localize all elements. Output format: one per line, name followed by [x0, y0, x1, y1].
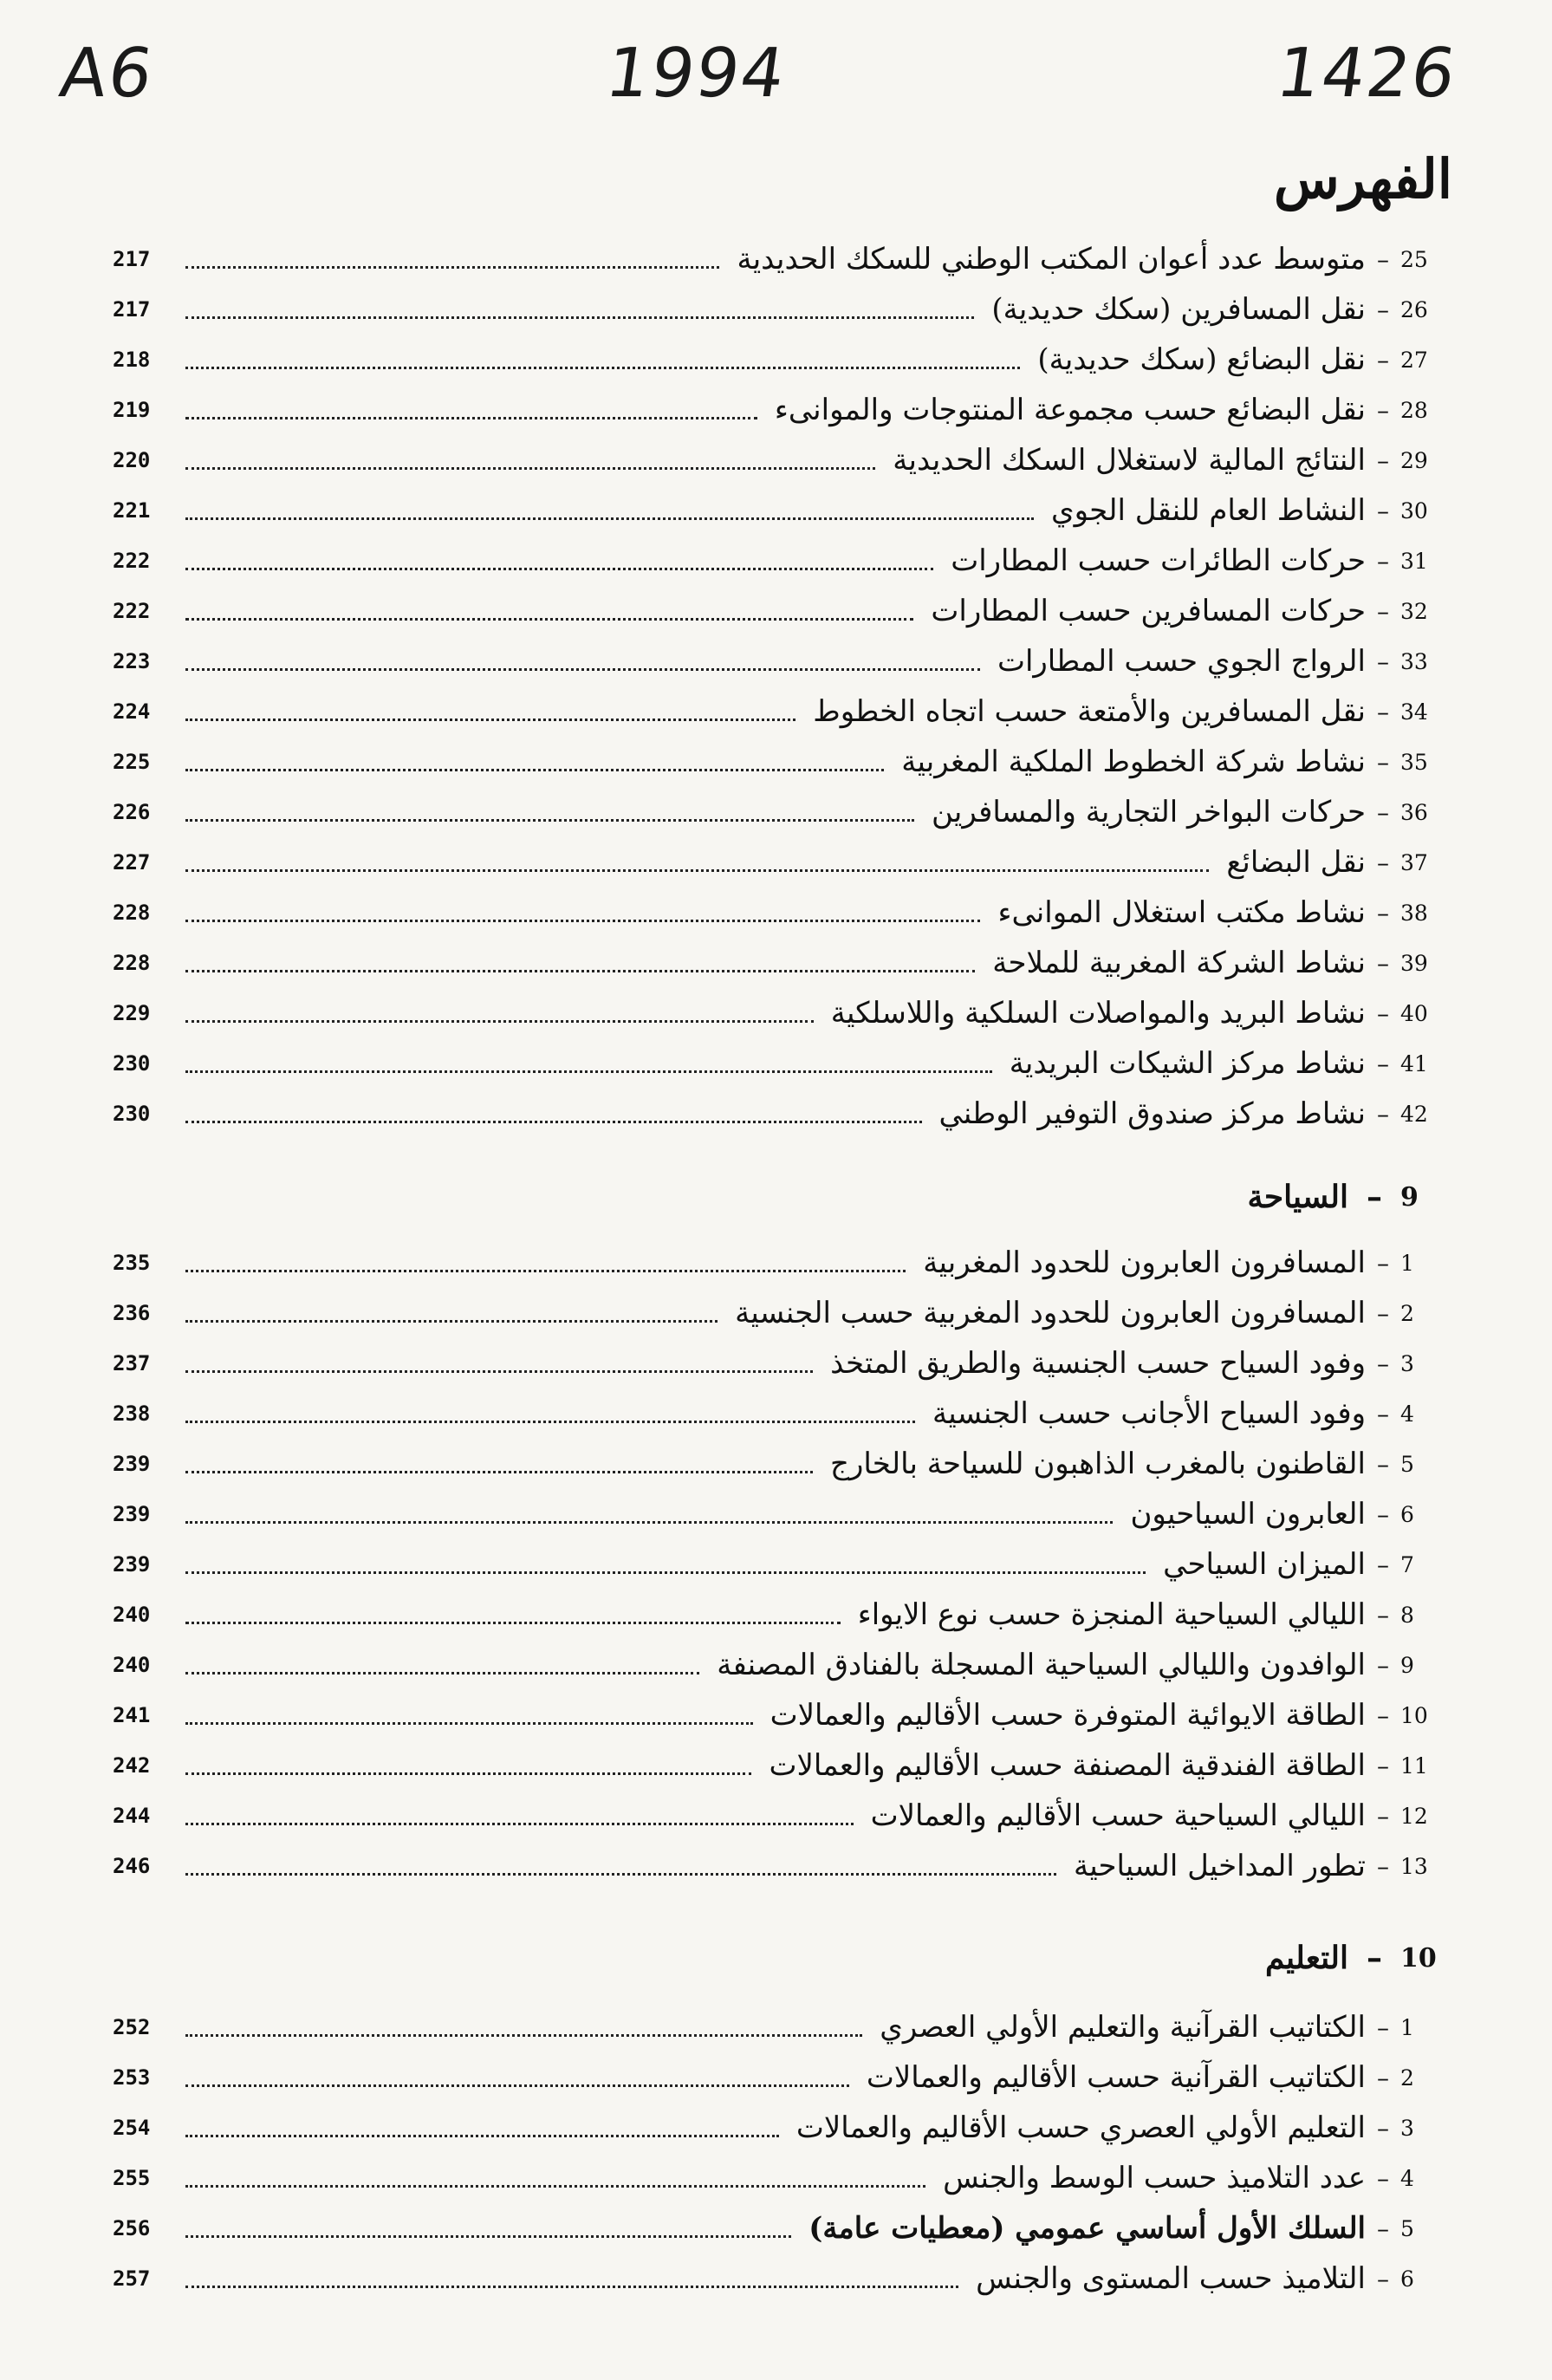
entry-page-number: 226 [113, 800, 151, 824]
entry-number: 6 [1400, 1501, 1414, 1527]
entry-dash: – [1377, 2264, 1389, 2293]
entry-number: 31 [1400, 548, 1428, 574]
entry-dash: – [1377, 1049, 1389, 1078]
entry-title: نشاط مركز صندوق التوفير الوطني [938, 1096, 1366, 1131]
toc-entry [113, 938, 1452, 988]
toc-entry [113, 1690, 1452, 1740]
entry-number: 4 [1400, 1401, 1414, 1427]
entry-number: 2 [1400, 2065, 1414, 2091]
entry-page-number: 239 [113, 1452, 151, 1476]
entry-number: 7 [1400, 1551, 1414, 1577]
entry-title: النتائج المالية لاستغلال السكك الحديدية [893, 443, 1366, 478]
toc-entry [113, 1489, 1452, 1539]
entry-page-number: 252 [113, 2015, 151, 2039]
section-dash: – [1367, 1179, 1382, 1215]
entry-title: الطاقة الفندقية المصنفة حسب الأقاليم والعمالات [769, 1748, 1366, 1783]
entry-title: عدد التلاميذ حسب الوسط والجنس [943, 2161, 1366, 2195]
entry-title: وفود السياح الأجانب حسب الجنسية [932, 1396, 1366, 1431]
entry-page-number: 228 [113, 901, 151, 925]
handwritten-note-right: 1426 [1272, 35, 1463, 113]
dot-leader [185, 1070, 992, 1073]
entry-page-number: 244 [113, 1804, 151, 1828]
entry-number: 42 [1400, 1101, 1428, 1127]
dot-leader [185, 1722, 753, 1725]
dot-leader [185, 920, 980, 922]
entry-title: نشاط شركة الخطوط الملكية المغربية [901, 745, 1366, 779]
dot-leader [185, 2185, 925, 2188]
entry-number: 41 [1400, 1050, 1428, 1076]
entry-title: التعليم الأولي العصري حسب الأقاليم والعمالات [795, 2110, 1366, 2145]
toc-entry [113, 1539, 1452, 1590]
entry-page-number: 238 [113, 1401, 151, 1426]
dot-leader [185, 1121, 922, 1123]
entry-page-number: 230 [113, 1051, 151, 1076]
entry-dash: – [1377, 697, 1389, 726]
entry-title: الطاقة الايوائية المتوفرة حسب الأقاليم والعمالات [770, 1698, 1366, 1733]
toc-entry [113, 1089, 1452, 1139]
dot-leader [185, 1370, 813, 1373]
toc-entry [113, 385, 1452, 435]
dot-leader [185, 2135, 779, 2137]
handwritten-note-left: A6 [55, 35, 159, 113]
entry-dash: – [1377, 948, 1389, 978]
entry-dash: – [1377, 1801, 1389, 1831]
entry-page-number: 254 [113, 2116, 151, 2140]
entry-title: الكتاتيب القرآنية والتعليم الأولي العصري [880, 2010, 1366, 2045]
entry-page-number: 218 [113, 348, 151, 372]
entry-number: 36 [1400, 799, 1428, 825]
toc-group-tourism [113, 1238, 1452, 1891]
entry-dash: – [1377, 848, 1389, 877]
dot-leader [185, 819, 914, 822]
toc-entry [113, 1038, 1452, 1089]
dot-leader [185, 2286, 958, 2288]
entry-page-number: 229 [113, 1001, 151, 1025]
toc-entry [113, 2103, 1452, 2153]
dot-leader [185, 1571, 1146, 1574]
entry-page-number: 240 [113, 1653, 151, 1677]
entry-page-number: 227 [113, 850, 151, 875]
entry-title: الرواج الجوي حسب المطارات [997, 644, 1366, 679]
toc-entry [113, 1439, 1452, 1489]
entry-title: وفود السياح حسب الجنسية والطريق المتخذ [830, 1346, 1366, 1381]
entry-title: نقل البضائع [1226, 845, 1366, 880]
dot-leader [185, 1873, 1056, 1876]
entry-page-number: 240 [113, 1603, 151, 1627]
entry-number: 12 [1400, 1803, 1428, 1829]
entry-page-number: 224 [113, 699, 151, 724]
entry-page-number: 242 [113, 1753, 151, 1778]
entry-page-number: 217 [113, 297, 151, 322]
entry-number: 29 [1400, 447, 1428, 473]
entry-page-number: 241 [113, 1703, 151, 1727]
entry-number: 32 [1400, 598, 1428, 624]
toc-entry [113, 1338, 1452, 1388]
entry-number: 2 [1400, 1300, 1414, 1326]
toc-entry [113, 686, 1452, 737]
entry-dash: – [1377, 1751, 1389, 1780]
entry-number: 38 [1400, 900, 1428, 926]
entry-dash: – [1377, 295, 1389, 324]
entry-title: نقل المسافرين (سكك حديدية) [991, 292, 1366, 327]
entry-dash: – [1377, 496, 1389, 525]
dot-leader [185, 367, 1020, 369]
entry-title: حركات المسافرين حسب المطارات [931, 594, 1366, 628]
dot-leader [185, 1521, 1113, 1524]
entry-dash: – [1377, 2113, 1389, 2143]
entry-page-number: 236 [113, 1301, 151, 1325]
toc-entry [113, 636, 1452, 686]
entry-dash: – [1377, 1851, 1389, 1881]
entry-page-number: 220 [113, 448, 151, 472]
entry-page-number: 221 [113, 498, 151, 523]
entry-dash: – [1377, 1449, 1389, 1479]
entry-number: 27 [1400, 347, 1428, 373]
toc-entry [113, 234, 1452, 284]
entry-dash: – [1377, 747, 1389, 777]
entry-dash: – [1377, 445, 1389, 475]
entry-number: 3 [1400, 2115, 1414, 2141]
entry-page-number: 246 [113, 1854, 151, 1878]
entry-dash: – [1377, 2013, 1389, 2042]
entry-number: 28 [1400, 397, 1428, 423]
entry-page-number: 219 [113, 398, 151, 422]
dot-leader [185, 417, 757, 419]
entry-dash: – [1377, 345, 1389, 374]
entry-number: 10 [1400, 1702, 1428, 1728]
dot-leader [185, 1672, 699, 1674]
entry-title: حركات البواخر التجارية والمسافرين [931, 795, 1366, 829]
toc-entry [113, 1288, 1452, 1338]
entry-dash: – [1377, 2214, 1389, 2243]
entry-title: حركات الطائرات حسب المطارات [951, 543, 1366, 578]
entry-title: الميزان السياحي [1163, 1547, 1366, 1582]
entry-page-number: 256 [113, 2216, 151, 2240]
dot-leader [185, 517, 1034, 520]
entry-dash: – [1377, 1298, 1389, 1328]
entry-title: السلك الأول أساسي عمومي (معطيات عامة) [808, 2211, 1366, 2246]
dot-leader [185, 2084, 849, 2087]
entry-title: نشاط مركز الشيكات البريدية [1009, 1046, 1366, 1081]
section-heading-tourism [1248, 1179, 1452, 1215]
section-title: التعليم [1265, 1940, 1348, 1976]
dot-leader [185, 467, 875, 470]
entry-number: 11 [1400, 1752, 1428, 1778]
dot-leader [185, 769, 884, 771]
entry-number: 5 [1400, 1451, 1414, 1477]
entry-page-number: 255 [113, 2166, 151, 2190]
section-heading-education [1265, 1940, 1452, 1976]
dot-leader [185, 668, 980, 671]
dot-leader [185, 1020, 814, 1023]
entry-number: 3 [1400, 1350, 1414, 1376]
toc-entry [113, 435, 1452, 485]
entry-dash: – [1377, 898, 1389, 927]
entry-number: 34 [1400, 699, 1428, 725]
entry-dash: – [1377, 2063, 1389, 2092]
entry-dash: – [1377, 1099, 1389, 1128]
entry-number: 8 [1400, 1602, 1414, 1628]
entry-page-number: 239 [113, 1552, 151, 1577]
toc-entry [113, 485, 1452, 536]
toc-group-transport [113, 234, 1452, 1139]
entry-number: 39 [1400, 950, 1428, 976]
toc-entry [113, 284, 1452, 335]
dot-leader [185, 1320, 718, 1323]
entry-page-number: 222 [113, 599, 151, 623]
entry-page-number: 237 [113, 1351, 151, 1375]
entry-dash: – [1377, 1349, 1389, 1378]
entry-number: 30 [1400, 497, 1428, 523]
dot-leader [185, 869, 1209, 872]
entry-dash: – [1377, 596, 1389, 626]
dot-leader [185, 1421, 915, 1423]
dot-leader [185, 266, 719, 269]
entry-number: 1 [1400, 2014, 1414, 2040]
dot-leader [185, 568, 933, 570]
entry-title: التلاميذ حسب المستوى والجنس [976, 2261, 1366, 2296]
entry-number: 26 [1400, 296, 1428, 322]
entry-title: نقل البضائع حسب مجموعة المنتوجات والموانىء [774, 393, 1366, 427]
dot-leader [185, 1270, 906, 1272]
toc-entry [113, 888, 1452, 938]
entry-number: 13 [1400, 1853, 1428, 1879]
entry-title: نشاط مكتب استغلال الموانىء [997, 895, 1366, 930]
entry-page-number: 217 [113, 247, 151, 271]
entry-page-number: 235 [113, 1251, 151, 1275]
dot-leader [185, 2235, 791, 2238]
entry-dash: – [1377, 998, 1389, 1028]
entry-title: الوافدون والليالي السياحية المسجلة بالفنادق المصنفة [717, 1648, 1366, 1682]
entry-dash: – [1377, 1700, 1389, 1730]
entry-number: 33 [1400, 648, 1428, 674]
entry-dash: – [1377, 546, 1389, 575]
dot-leader [185, 1471, 813, 1473]
entry-number: 6 [1400, 2266, 1414, 2292]
section-title: السياحة [1247, 1179, 1348, 1215]
entry-title: الكتاتيب القرآنية حسب الأقاليم والعمالات [866, 2060, 1366, 2095]
toc-entry [113, 2203, 1452, 2253]
dot-leader [185, 618, 913, 621]
toc-entry [113, 1740, 1452, 1791]
entry-title: نشاط الشركة المغربية للملاحة [992, 946, 1366, 980]
entry-dash: – [1377, 1499, 1389, 1529]
toc-entry [113, 1841, 1452, 1891]
entry-dash: – [1377, 395, 1389, 425]
entry-page-number: 230 [113, 1102, 151, 1126]
dot-leader [185, 1823, 854, 1825]
dot-leader [185, 316, 974, 319]
entry-dash: – [1377, 2163, 1389, 2193]
entry-dash: – [1377, 1650, 1389, 1680]
entry-number: 37 [1400, 849, 1428, 875]
toc-entry [113, 787, 1452, 837]
toc-entry [113, 2002, 1452, 2052]
dot-leader [185, 970, 975, 972]
entry-title: المسافرون العابرون للحدود المغربية [923, 1245, 1366, 1280]
entry-page-number: 225 [113, 750, 151, 774]
toc-entry [113, 2253, 1452, 2304]
entry-title: القاطنون بالمغرب الذاهبون للسياحة بالخارج [830, 1447, 1366, 1481]
toc-entry [113, 1640, 1452, 1690]
entry-title: نشاط البريد والمواصلات السلكية واللاسلكية [830, 996, 1366, 1031]
entry-title: تطور المداخيل السياحية [1074, 1849, 1366, 1883]
section-number: 10 [1400, 1942, 1437, 1974]
entry-number: 4 [1400, 2165, 1414, 2191]
entry-page-number: 222 [113, 549, 151, 573]
toc-entry [113, 1590, 1452, 1640]
entry-title: الليالي السياحية حسب الأقاليم والعمالات [870, 1798, 1366, 1833]
toc-entry [113, 2052, 1452, 2103]
entry-dash: – [1377, 647, 1389, 676]
entry-page-number: 239 [113, 1502, 151, 1526]
entry-dash: – [1377, 244, 1389, 274]
entry-page-number: 253 [113, 2065, 151, 2090]
entry-dash: – [1377, 797, 1389, 827]
entry-number: 9 [1400, 1652, 1414, 1678]
entry-title: النشاط العام للنقل الجوي [1051, 493, 1366, 528]
dot-leader [185, 1772, 751, 1775]
entry-number: 25 [1400, 246, 1428, 272]
entry-dash: – [1377, 1600, 1389, 1629]
dot-leader [185, 719, 795, 721]
entry-title: نقل المسافرين والأمتعة حسب اتجاه الخطوط [813, 694, 1366, 729]
entry-number: 5 [1400, 2215, 1414, 2241]
dot-leader [185, 1622, 841, 1624]
handwritten-note-center: 1994 [601, 35, 791, 113]
page-title: الفهرس [1274, 147, 1452, 211]
entry-dash: – [1377, 1248, 1389, 1278]
toc-group-education [113, 2002, 1452, 2304]
entry-number: 40 [1400, 1000, 1428, 1026]
section-dash: – [1367, 1940, 1382, 1976]
entry-dash: – [1377, 1550, 1389, 1579]
toc-entry [113, 2153, 1452, 2203]
entry-title: الليالي السياحية المنجزة حسب نوع الايواء [857, 1597, 1366, 1632]
toc-entry [113, 335, 1452, 385]
entry-title: نقل البضائع (سكك حديدية) [1037, 342, 1366, 377]
entry-number: 35 [1400, 749, 1428, 775]
entry-title: العابرون السياحيون [1130, 1497, 1366, 1531]
dot-leader [185, 2034, 862, 2037]
entry-page-number: 257 [113, 2266, 151, 2291]
toc-entry [113, 988, 1452, 1038]
toc-entry [113, 1238, 1452, 1288]
toc-entry [113, 837, 1452, 888]
entry-dash: – [1377, 1399, 1389, 1428]
entry-number: 1 [1400, 1250, 1414, 1276]
toc-entry [113, 737, 1452, 787]
toc-entry [113, 1388, 1452, 1439]
toc-entry [113, 586, 1452, 636]
toc-entry [113, 1791, 1452, 1841]
toc-entry [113, 536, 1452, 586]
entry-title: متوسط عدد أعوان المكتب الوطني للسكك الحديدية [737, 242, 1366, 276]
entry-page-number: 223 [113, 649, 151, 673]
entry-page-number: 228 [113, 951, 151, 975]
entry-title: المسافرون العابرون للحدود المغربية حسب الجنسية [735, 1296, 1366, 1330]
section-number: 9 [1400, 1181, 1419, 1213]
